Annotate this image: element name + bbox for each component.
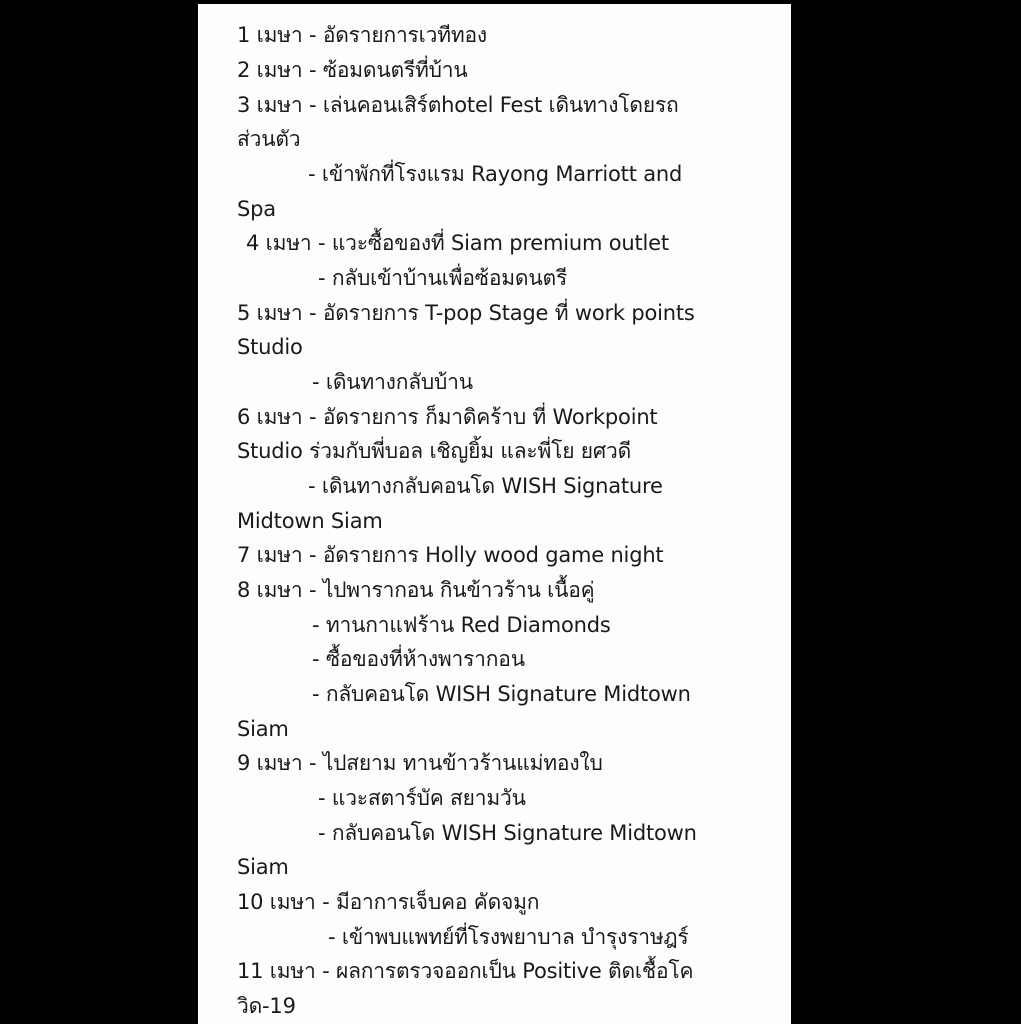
entry-line: 2 เมษา - ซ้อมดนตรีที่บ้าน: [237, 58, 468, 82]
entry-line: 9 เมษา - ไปสยาม ทานข้าวร้านแม่ทองใบ: [237, 751, 603, 775]
entry-line: - กลับคอนโด WISH Signature Midtown: [312, 682, 691, 706]
entry-line: Midtown Siam: [237, 509, 383, 533]
entry-line: วิด-19: [237, 994, 296, 1018]
entry-line: Studio ร่วมกับพี่บอล เชิญยิ้ม และพี่โย ยศวดี: [237, 439, 632, 463]
entry-line: 5 เมษา - อัดรายการ T-pop Stage ที่ work points: [237, 301, 695, 325]
entry-line: 3 เมษา - เล่นคอนเสิร์ตhotel Fest เดินทางโดยรถ: [237, 93, 679, 117]
entry-line: - กลับเข้าบ้านเพื่อซ้อมดนตรี: [318, 266, 568, 290]
document-page: [198, 4, 791, 1024]
entry-line: 6 เมษา - อัดรายการ ก็มาดิคร้าบ ที่ Workpoint: [237, 405, 658, 429]
entry-line: Siam: [237, 717, 289, 741]
entry-line: Studio: [237, 335, 303, 359]
entry-line: 8 เมษา - ไปพารากอน กินข้าวร้าน เนื้อคู่: [237, 578, 595, 602]
entry-line: - ซื้อของที่ห้างพารากอน: [312, 647, 525, 671]
entry-line: 10 เมษา - มีอาการเจ็บคอ คัดจมูก: [237, 890, 540, 914]
entry-line: - เข้าพักที่โรงแรม Rayong Marriott and: [308, 162, 683, 186]
entry-line: ส่วนตัว: [237, 127, 301, 151]
entry-line: - แวะสตาร์บัค สยามวัน: [318, 786, 526, 810]
entry-line: 7 เมษา - อัดรายการ Holly wood game night: [237, 543, 664, 567]
entry-line: - ทานกาแฟร้าน Red Diamonds: [312, 613, 611, 637]
entry-line: Siam: [237, 855, 289, 879]
entry-line: 4 เมษา - แวะซื้อของที่ Siam premium outlet: [246, 231, 669, 255]
entry-line: - เดินทางกลับคอนโด WISH Signature: [308, 474, 663, 498]
entry-line: - เดินทางกลับบ้าน: [312, 370, 473, 394]
entry-line: - กลับคอนโด WISH Signature Midtown: [318, 821, 697, 845]
entry-line: 11 เมษา - ผลการตรวจออกเป็น Positive ติดเชื้อโค: [237, 959, 694, 983]
entry-line: Spa: [237, 197, 276, 221]
entry-line: - เข้าพบแพทย์ที่โรงพยาบาล บำรุงราษฎร์: [328, 925, 689, 949]
entry-line: 1 เมษา - อัดรายการเวทีทอง: [237, 23, 487, 47]
